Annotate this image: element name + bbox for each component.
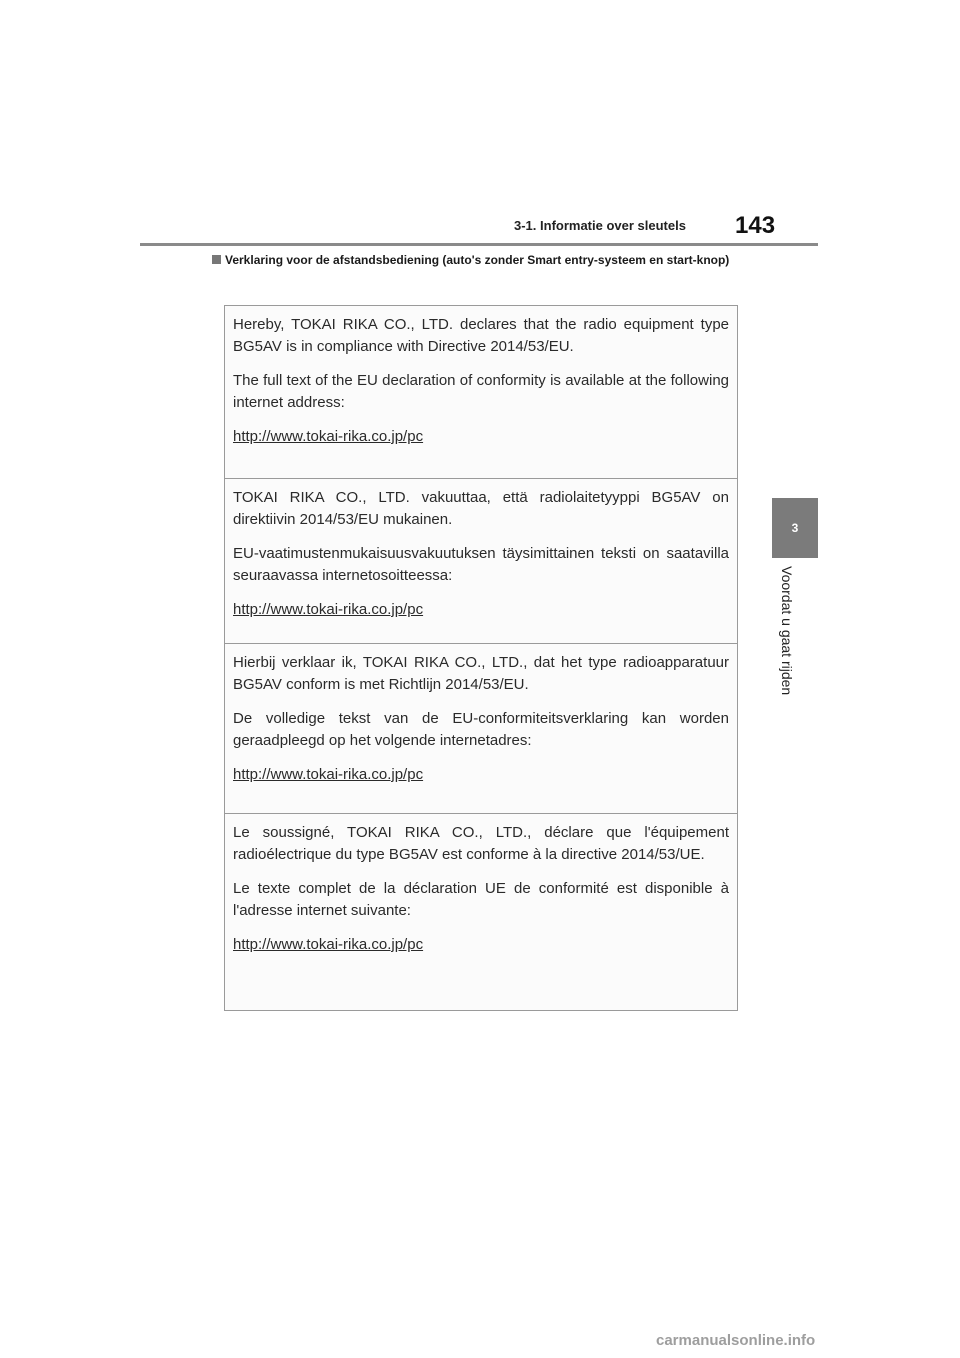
declaration-french: [225, 813, 737, 1010]
declaration-statement: Le soussigné, TOKAI RIKA CO., LTD., déclare que l'équipement radioélectrique du type BG5AV est conforme à la directive 2014/53/UE.: [233, 824, 729, 863]
header-section-title: 3-1. Informatie over sleutels: [514, 218, 686, 233]
header-divider: [140, 243, 818, 246]
declaration-statement: Hierbij verklaar ik, TOKAI RIKA CO., LTD., dat het type radioapparatuur BG5AV conform is met Richtlijn 2014/53/EU.: [233, 654, 729, 693]
declaration-statement: Hereby, TOKAI RIKA CO., LTD. declares that the radio equipment type BG5AV is in compliance with Directive 2014/53/EU.: [233, 316, 729, 355]
declaration-box: [224, 305, 738, 1011]
page-number: 143: [735, 212, 776, 239]
square-bullet-icon: [212, 255, 221, 264]
declaration-english: [225, 306, 737, 478]
watermark: carmanualsonline.info: [656, 1332, 816, 1349]
chapter-title: Voordat u gaat rijden: [779, 566, 795, 696]
declaration-availability: De volledige tekst van de EU-conformiteitsverklaring kan worden geraadpleegd op het volgende internetadres:: [233, 710, 729, 749]
declaration-availability: The full text of the EU declaration of conformity is available at the following internet address:: [233, 372, 729, 411]
declaration-dutch: [225, 643, 737, 813]
declaration-finnish: [225, 478, 737, 643]
chapter-tab[interactable]: [772, 498, 818, 558]
section-heading-text: Verklaring voor de afstandsbediening (auto's zonder Smart entry-systeem en start-knop): [225, 253, 730, 267]
chapter-number: 3: [791, 521, 799, 535]
declaration-link[interactable]: http://www.tokai-rika.co.jp/pc: [233, 936, 424, 953]
declaration-availability: Le texte complet de la déclaration UE de conformité est disponible à l'adresse internet suivante:: [233, 880, 729, 919]
declaration-link[interactable]: http://www.tokai-rika.co.jp/pc: [233, 428, 424, 445]
declaration-link[interactable]: http://www.tokai-rika.co.jp/pc: [233, 601, 424, 618]
declaration-statement: TOKAI RIKA CO., LTD. vakuuttaa, että radiolaitetyyppi BG5AV on direktiivin 2014/53/EU mukainen.: [233, 489, 729, 528]
section-heading: [212, 253, 742, 267]
declaration-availability: EU-vaatimustenmukaisuusvakuutuksen täysimittainen teksti on saatavilla seuraavassa internetosoitteessa:: [233, 545, 729, 584]
declaration-link[interactable]: http://www.tokai-rika.co.jp/pc: [233, 766, 424, 783]
